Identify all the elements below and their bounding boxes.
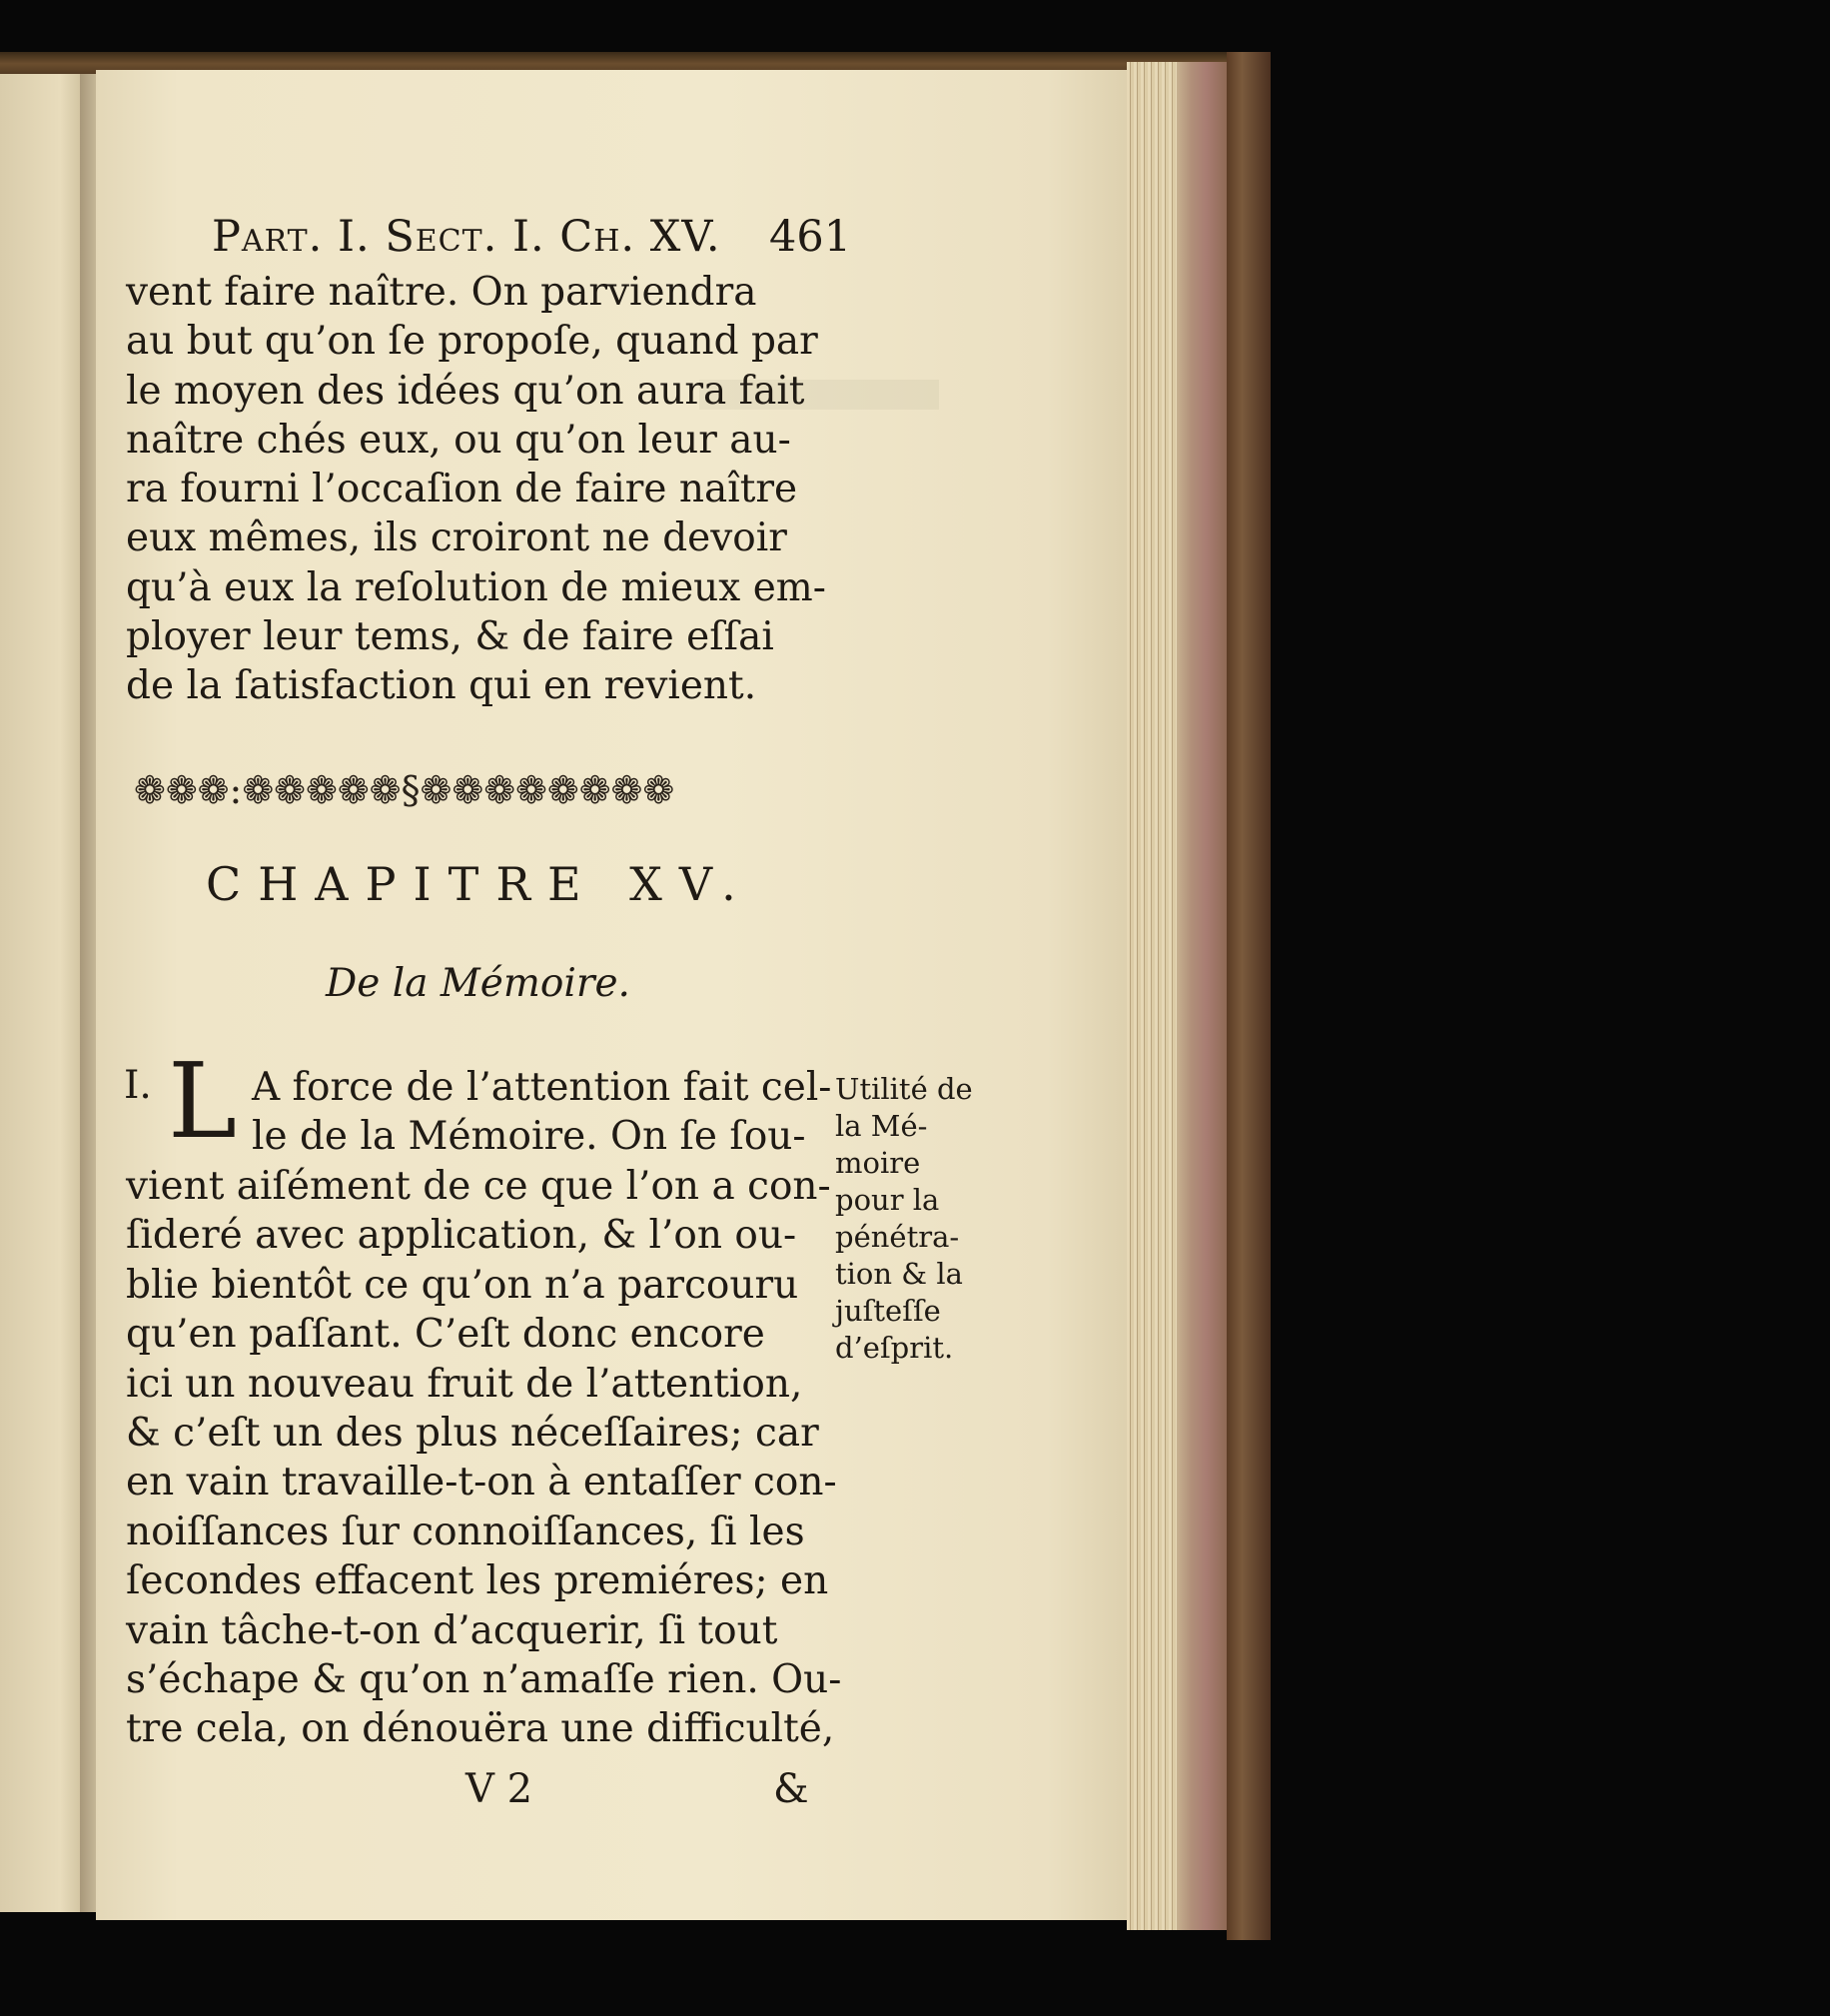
drop-capital: L — [168, 1040, 238, 1162]
signature-mark: V 2 — [465, 1766, 533, 1812]
chapter-subtitle: De la Mémoire. — [326, 961, 630, 1006]
chapter-text: vient aiſément de ce que l’on a con- ſideré avec application, & l’on ou- blie bientôt ce qu’on n’a parcouru qu’en paſſant. C’eſt donc encore ici un nouveau fruit de l’attention, & c’eſt un des plus néceſſaires; car en vain travaille-t-on à entaſſer con- noiſſances ſur connoiſſances, ſi les ſecondes effacent les premiéres; en vain tâche-t-on d’acquerir, ſi tout s’échape & qu’on n’amaſſe rien. Ou- tre cela, on dénouëra une difficulté, — [126, 1164, 842, 1752]
chapter-text-first-lines: A force de l’attention fait cel- le de la Mémoire. On ſe ſou- — [252, 1065, 832, 1160]
ornament-band: ❁❁❁:❁❁❁❁❁§❁❁❁❁❁❁❁❁ — [134, 768, 675, 812]
paragraph-number: I. — [124, 1063, 152, 1108]
cover-edge — [1227, 52, 1271, 1940]
body-text-top: vent faire naître. On parviendra au but qu’on ſe propoſe, quand par le moyen des idées qu’on aura fait naître chés eux, ou qu’on leur au- ra fourni l’occaſion de faire naître eux mêmes, ils croiront ne devoir qu’à eux la reſolution de mieux em- ployer leur tems, & de faire eſſai de la ſatisfaction qui en revient. — [126, 270, 826, 709]
chapter-title: CHAPITRE XV. — [206, 857, 753, 911]
catchword: & — [773, 1766, 809, 1812]
running-head: Part. I. Sect. I. Ch. XV. — [212, 212, 721, 262]
marginal-note: Utilité de la Mé- moire pour la pénétra- tion & la juſteſſe d’eſprit. — [835, 1072, 973, 1365]
page-stack-edges — [1127, 62, 1177, 1930]
page-number: 461 — [769, 212, 852, 262]
fore-edge — [1177, 62, 1227, 1930]
verso-page-edge — [0, 74, 86, 1912]
